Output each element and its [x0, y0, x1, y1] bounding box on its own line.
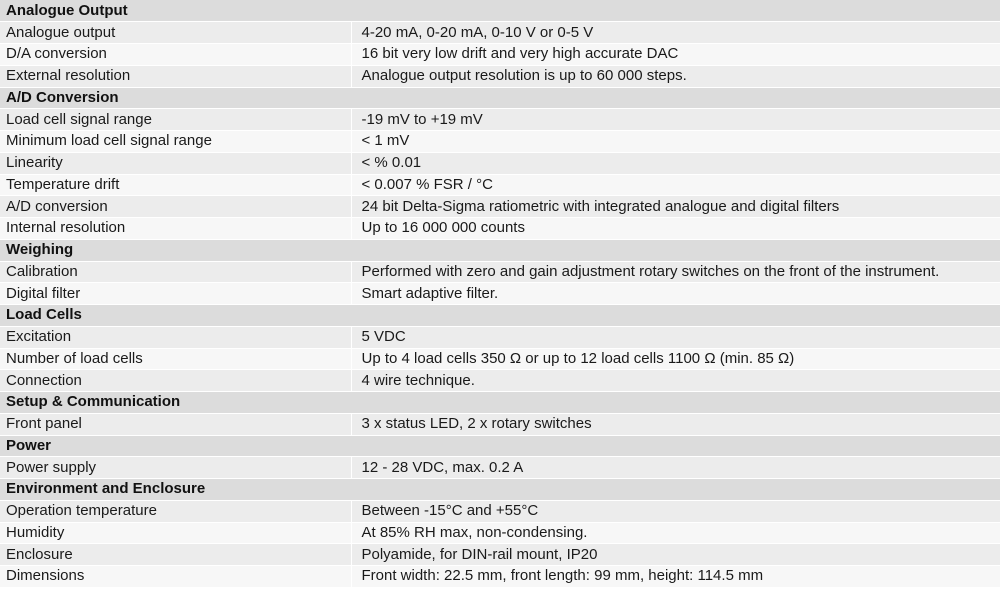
- spec-row: [0, 544, 1000, 566]
- section-header: [0, 479, 1000, 501]
- section-header: [0, 305, 1000, 327]
- spec-row: [0, 65, 1000, 87]
- spec-label: Minimum load cell signal range: [0, 131, 351, 153]
- section-header: [0, 87, 1000, 109]
- section-header: [0, 239, 1000, 261]
- section-header: [0, 435, 1000, 457]
- spec-label: Front panel: [0, 413, 351, 435]
- spec-row: [0, 109, 1000, 131]
- spec-label: D/A conversion: [0, 44, 351, 66]
- spec-value: < 0.007 % FSR / °C: [351, 174, 1000, 196]
- spec-row: [0, 326, 1000, 348]
- spec-row: [0, 196, 1000, 218]
- spec-label: Enclosure: [0, 544, 351, 566]
- spec-row: [0, 131, 1000, 153]
- section-title: Setup & Communication: [0, 392, 1000, 414]
- spec-value: 16 bit very low drift and very high accurate DAC: [351, 44, 1000, 66]
- spec-value: 4-20 mA, 0-20 mA, 0-10 V or 0-5 V: [351, 22, 1000, 44]
- spec-value: < % 0.01: [351, 152, 1000, 174]
- spec-label: Number of load cells: [0, 348, 351, 370]
- section-title: Weighing: [0, 239, 1000, 261]
- spec-value: 3 x status LED, 2 x rotary switches: [351, 413, 1000, 435]
- spec-value: < 1 mV: [351, 131, 1000, 153]
- spec-value: Up to 4 load cells 350 Ω or up to 12 load cells 1100 Ω (min. 85 Ω): [351, 348, 1000, 370]
- spec-label: Linearity: [0, 152, 351, 174]
- spec-value: Between -15°C and +55°C: [351, 500, 1000, 522]
- spec-row: [0, 500, 1000, 522]
- spec-label: Temperature drift: [0, 174, 351, 196]
- spec-label: External resolution: [0, 65, 351, 87]
- spec-row: [0, 174, 1000, 196]
- spec-value: 5 VDC: [351, 326, 1000, 348]
- section-title: Environment and Enclosure: [0, 479, 1000, 501]
- spec-row: [0, 566, 1000, 588]
- spec-label: Internal resolution: [0, 218, 351, 240]
- spec-row: [0, 370, 1000, 392]
- spec-label: A/D conversion: [0, 196, 351, 218]
- spec-row: [0, 261, 1000, 283]
- spec-label: Power supply: [0, 457, 351, 479]
- spec-value: At 85% RH max, non-condensing.: [351, 522, 1000, 544]
- spec-label: Calibration: [0, 261, 351, 283]
- spec-value: -19 mV to +19 mV: [351, 109, 1000, 131]
- spec-label: Digital filter: [0, 283, 351, 305]
- spec-row: [0, 152, 1000, 174]
- spec-value: Performed with zero and gain adjustment rotary switches on the front of the instrument.: [351, 261, 1000, 283]
- spec-row: [0, 283, 1000, 305]
- section-header: [0, 0, 1000, 22]
- spec-label: Load cell signal range: [0, 109, 351, 131]
- spec-value: Analogue output resolution is up to 60 000 steps.: [351, 65, 1000, 87]
- spec-value: Smart adaptive filter.: [351, 283, 1000, 305]
- section-title: Load Cells: [0, 305, 1000, 327]
- spec-value: Up to 16 000 000 counts: [351, 218, 1000, 240]
- spec-row: [0, 348, 1000, 370]
- spec-label: Analogue output: [0, 22, 351, 44]
- spec-row: [0, 413, 1000, 435]
- spec-value: 4 wire technique.: [351, 370, 1000, 392]
- section-title: Power: [0, 435, 1000, 457]
- spec-label: Dimensions: [0, 566, 351, 588]
- spec-value: Front width: 22.5 mm, front length: 99 mm, height: 114.5 mm: [351, 566, 1000, 588]
- spec-value: 24 bit Delta-Sigma ratiometric with integrated analogue and digital filters: [351, 196, 1000, 218]
- spec-row: [0, 522, 1000, 544]
- spec-label: Operation temperature: [0, 500, 351, 522]
- section-title: A/D Conversion: [0, 87, 1000, 109]
- spec-row: [0, 218, 1000, 240]
- spec-value: 12 - 28 VDC, max. 0.2 A: [351, 457, 1000, 479]
- spec-label: Humidity: [0, 522, 351, 544]
- section-title: Analogue Output: [0, 0, 1000, 22]
- spec-row: [0, 44, 1000, 66]
- section-header: [0, 392, 1000, 414]
- spec-label: Connection: [0, 370, 351, 392]
- spec-row: [0, 22, 1000, 44]
- spec-row: [0, 457, 1000, 479]
- spec-label: Excitation: [0, 326, 351, 348]
- spec-value: Polyamide, for DIN-rail mount, IP20: [351, 544, 1000, 566]
